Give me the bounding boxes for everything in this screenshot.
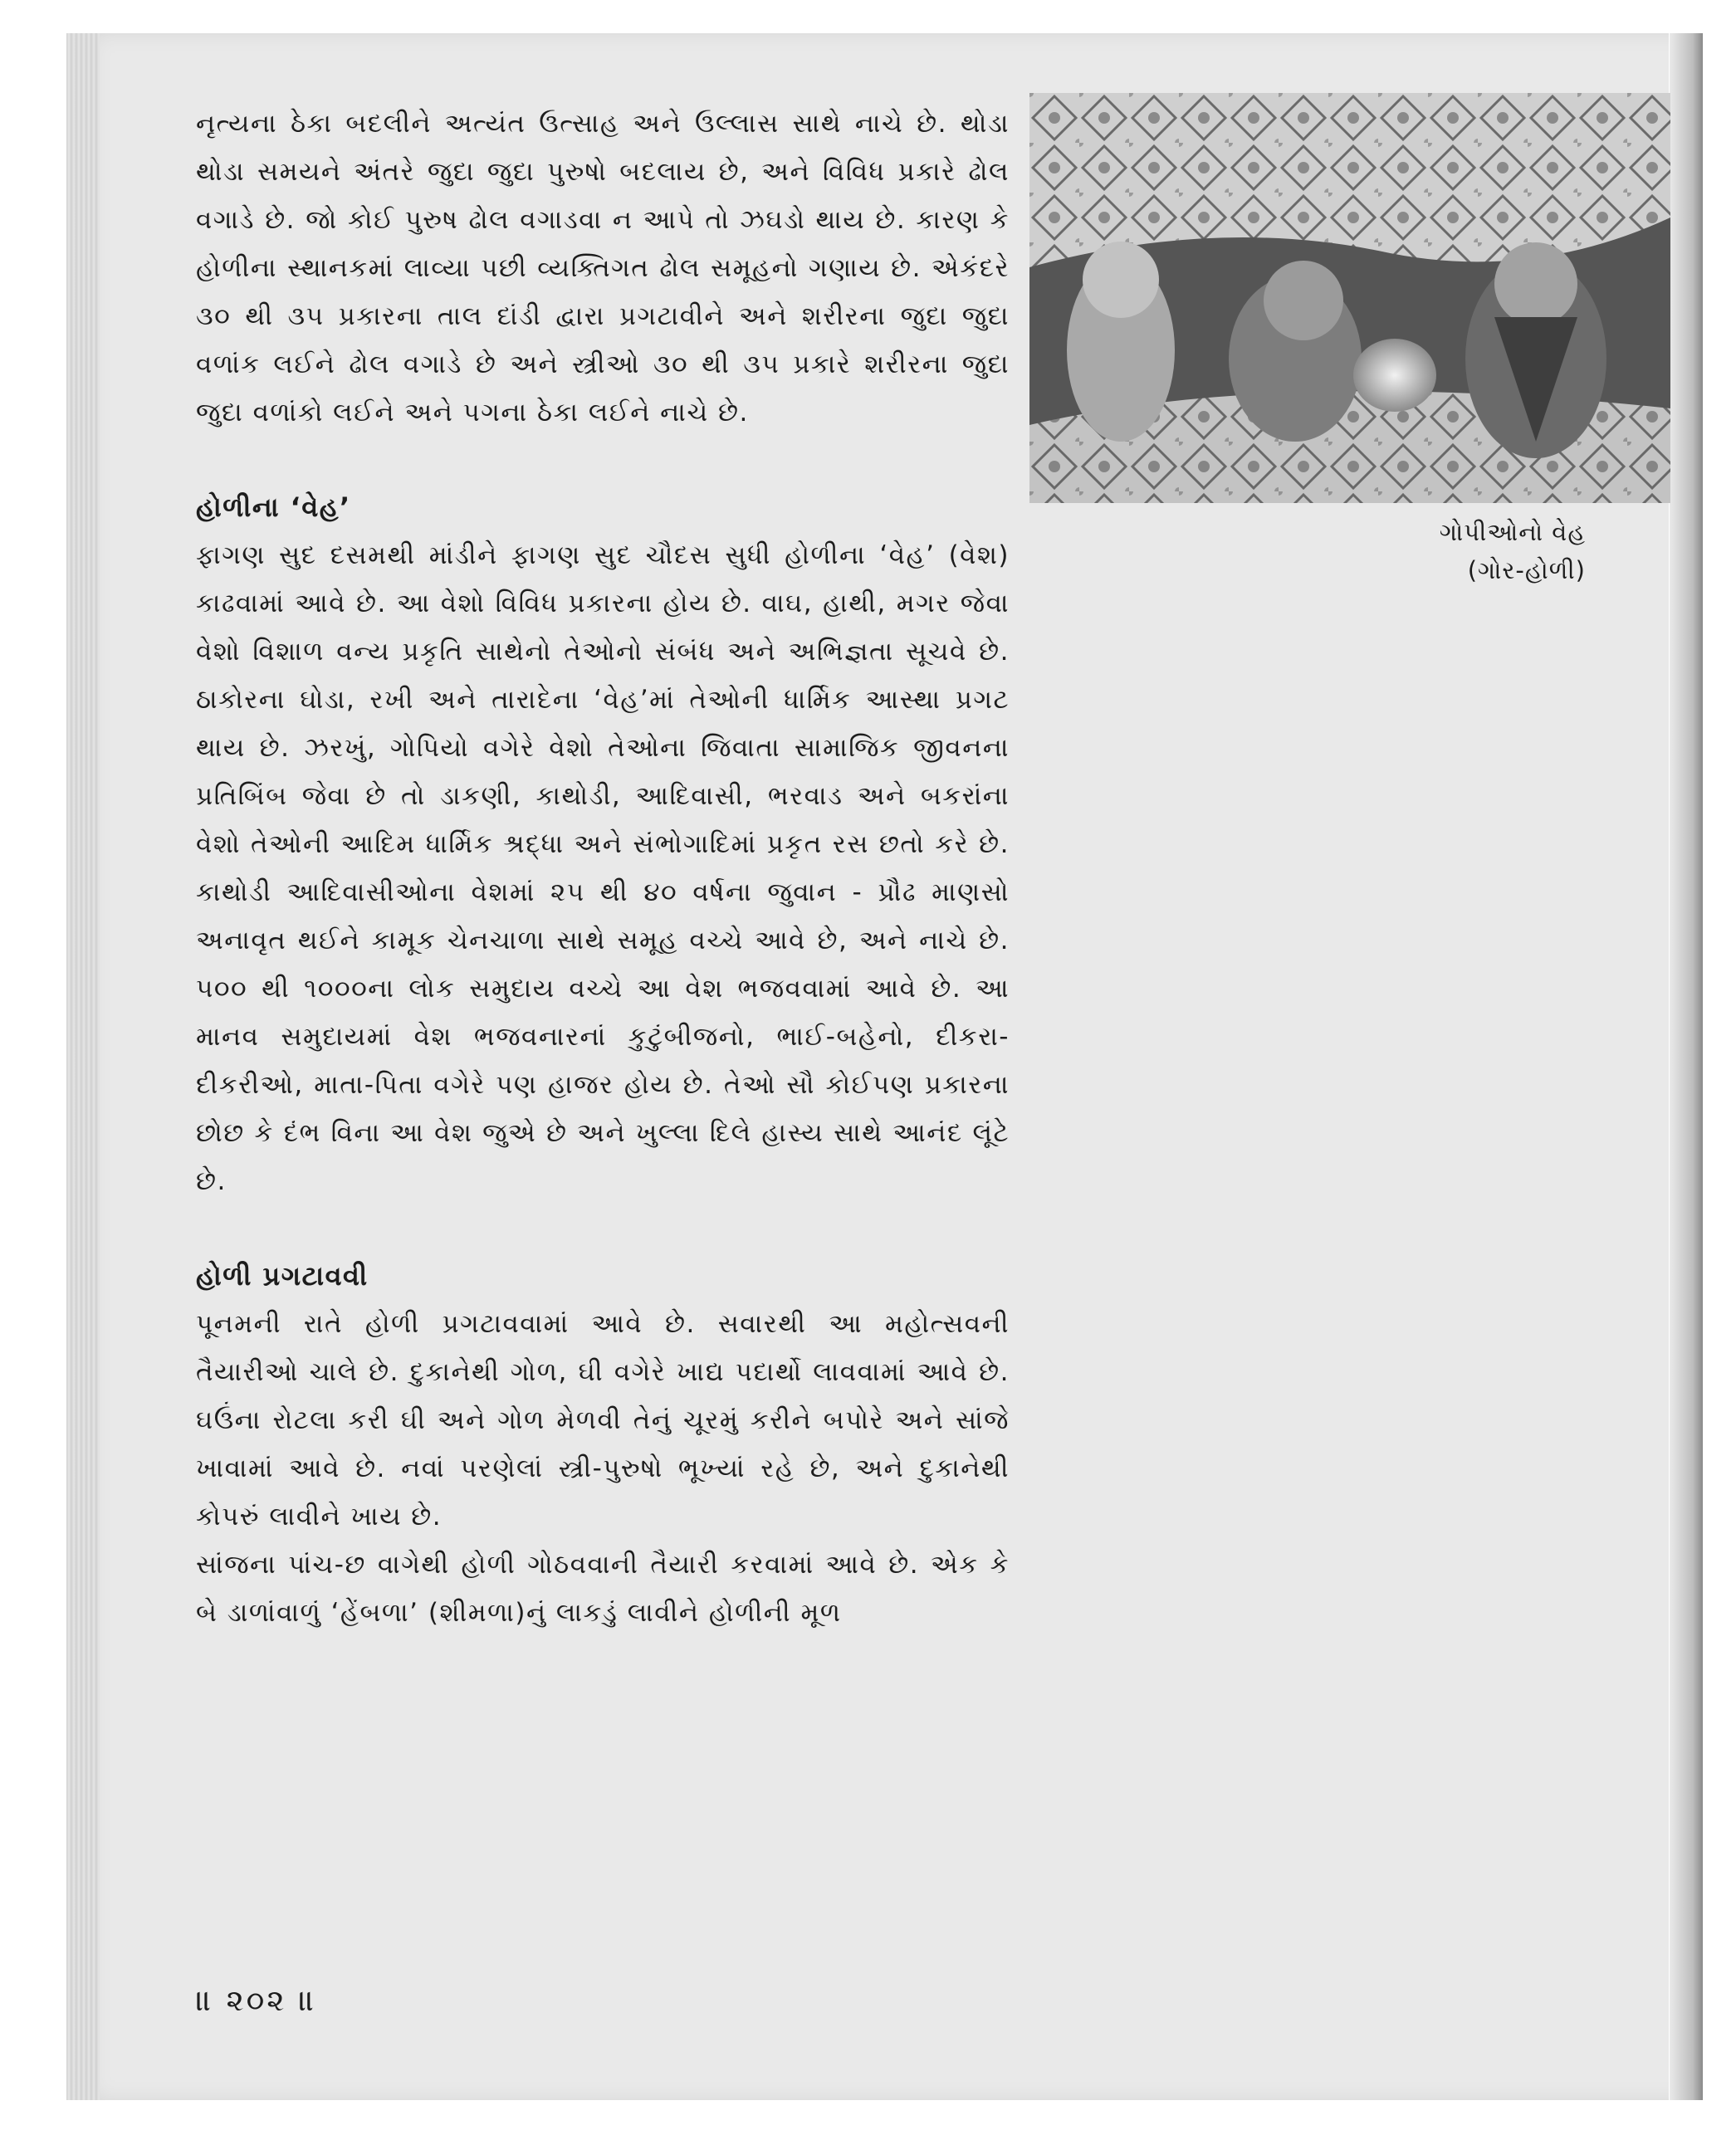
photo-illustration [1029, 93, 1670, 503]
paragraph-veh: ફાગણ સુદ દસમથી માંડીને ફાગણ સુદ ચૌદસ સુધી હોળીના ‘વેહ’ (વેશ) કાઢવામાં આવે છે. આ વેશો વિવિધ પ્રકારના હોય છે. વાઘ, હાથી, મગર જેવા વેશો વિશાળ વન્ય પ્રકૃતિ સાથેનો તેઓનો સંબંધ અને અભિજ્ઞતા સૂચવે છે. ઠાકોરના ઘોડા, રખી અને તારાદેના ‘વેહ’માં તેઓની ધાર્મિક આસ્થા પ્રગટ થાય છે. ઝરખું, ગોપિયો વગેરે વેશો તેઓના જિવાતા સામાજિક જીવનના પ્રતિબિંબ જેવા છે તો ડાકણી, કાથોડી, આદિવાસી, ભરવાડ અને બકરાંના વેશો તેઓની આદિમ ધાર્મિક શ્રદ્ધા અને સંભોગાદિમાં પ્રકૃત રસ છતો કરે છે. કાથોડી આદિવાસીઓના વેશમાં ૨૫ થી ૪૦ વર્ષના જુવાન - પ્રૌઢ માણસો અનાવૃત થઈને કામૂક ચેનચાળા સાથે સમૂહ વચ્ચે આવે છે, અને નાચે છે. ૫૦૦ થી ૧૦૦૦ના લોક સમુદાય વચ્ચે આ વેશ ભજવવામાં આવે છે. આ માનવ સમુદાયમાં વેશ ભજવનારનાં કુટુંબીજનો, ભાઈ-બહેનો, દીકરા-દીકરીઓ, માતા-પિતા વગેરે પણ હાજર હોય છે. તેઓ સૌ કોઈપણ પ્રકારના છોછ કે દંભ વિના આ વેશ જુએ છે અને ખુલ્લા દિલે હાસ્ય સાથે આનંદ લૂંટે છે. [196, 540, 1010, 1196]
photo-caption [1245, 513, 1586, 589]
caption-subtitle: (ગોર-હોળી) [1467, 556, 1586, 584]
page-number: ॥ ૨૦૨ ॥ [196, 1984, 317, 2018]
heading-holi-pragatavavi: હોળી પ્રગટાવવી [196, 1260, 369, 1292]
paragraph-dance: નૃત્યના ઠેકા બદલીને અત્યંત ઉત્સાહ અને ઉલ્લાસ સાથે નાચે છે. થોડા થોડા સમયને અંતરે જુદા જુદા પુરુષો બદલાય છે, અને વિવિધ પ્રકારે ઢોલ વગાડે છે. જો કોઈ પુરુષ ઢોલ વગાડવા ન આપે તો ઝઘડો થાય છે. કારણ કે હોળીના સ્થાનકમાં લાવ્યા પછી વ્યક્તિગત ઢોલ સમૂહનો ગણાય છે. એકંદરે ૩૦ થી ૩૫ પ્રકારના તાલ દાંડી દ્વારા પ્રગટાવીને અને શરીરના જુદા જુદા વળાંક લઈને ઢોલ વગાડે છે અને સ્ત્રીઓ ૩૦ થી ૩૫ પ્રકારે શરીરના જુદા જુદા વળાંકો લઈને અને પગના ઠેકા લઈને નાચે છે. [196, 109, 1010, 427]
canopy-cloth [1029, 93, 1670, 267]
paragraph-pragatavavi-1: પૂનમની રાતે હોળી પ્રગટાવવામાં આવે છે. સવારથી આ મહોત્સવની તૈયારીઓ ચાલે છે. દુકાનેથી ગોળ, ઘી વગેરે ખાદ્ય પદાર્થો લાવવામાં આવે છે. ઘઉંના રોટલા કરી ઘી અને ગોળ મેળવી તેનું ચૂરમું કરીને બપોરે અને સાંજે ખાવામાં આવે છે. નવાં પરણેલાં સ્ત્રી-પુરુષો ભૂખ્યાં રહે છે, અને દુકાનેથી કોપરું લાવીને ખાય છે. [196, 1309, 1010, 1532]
paragraph-pragatavavi-2: સાંજના પાંચ-છ વાગેથી હોળી ગોઠવવાની તૈયારી કરવામાં આવે છે. એક કે બે ડાળાંવાળું ‘હેંબળા’ (શીમળા)નું લાકડું લાવીને હોળીની મૂળ [196, 1550, 1010, 1628]
book-spine [1670, 33, 1703, 2100]
page-edge [66, 33, 100, 2100]
gopi-veh-photo [1029, 93, 1670, 503]
heading-holi-veh: હોળીના ‘વેહ’ [196, 491, 351, 523]
text-column [196, 100, 1010, 1637]
caption-title: ગોપીઓનો વેહ [1439, 518, 1586, 546]
